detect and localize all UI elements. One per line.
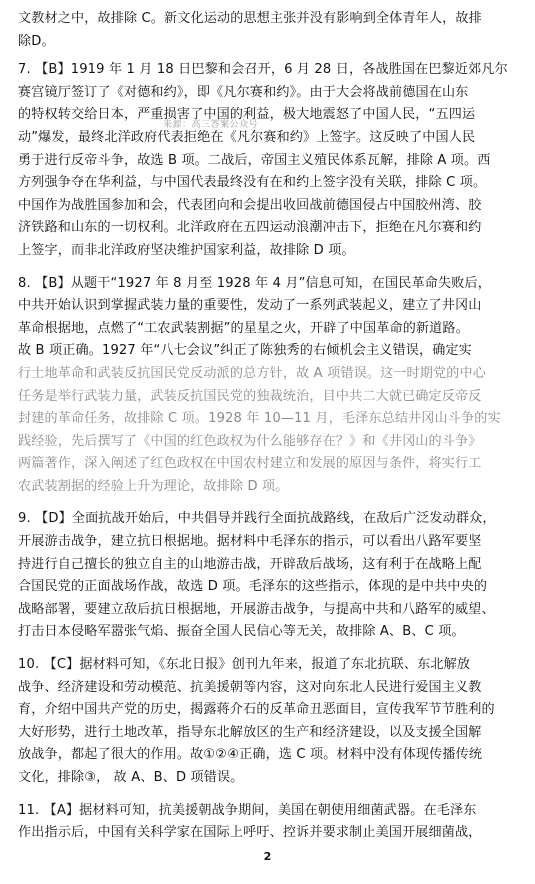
text-line: 方列强争夺在华利益，与中国代表最终没有在和约上签字没有关联，排除 C 项。 <box>18 175 487 191</box>
text-line: 作出指示后，中国有关科学家在国际上呼吁、控诉并要求制止美国开展细菌战， <box>18 825 482 841</box>
text-line: 11. 【A】据材料可知，抗美援朝战争期间，美国在朝使用细菌武器。在毛泽东 <box>18 802 477 818</box>
page-number: 2 <box>263 850 272 863</box>
text-line: 大好形势，进行土地改革，指导东北解放区的生产和经济建设，以及支援全国解 <box>18 724 482 740</box>
text-line: 的特权转交给日本，严重损害了中国的利益，极大地震怒了中国人民，“五四运 <box>18 107 476 123</box>
text-line: 合国民党的正面战场作战，故选 D 项。毛泽东的这些指示，体现的是中共中央的 <box>18 579 488 595</box>
text-line: 上签字，而非北洋政府坚决维护国家利益，故排除 D 项。 <box>18 242 355 258</box>
intro-paragraph <box>18 8 515 53</box>
text-line: 任务是举行武装力量，武装反抗国民党的独裁统治，目中共二大就已确定反帝反 <box>18 388 482 404</box>
text-line: 济铁路和山东的一切权利。北洋政府在五四运动浪潮冲击下，拒绝在凡尔赛和约 <box>18 220 482 236</box>
text-line: 育，介绍中国共产党的历史，揭露蒋介石的反革命丑恶面目，宣传我军节节胜利的 <box>18 702 495 718</box>
text-line: 勇于进行反帝斗争，故选 B 项。二战后，帝国主义殖民体系瓦解，排除 A 项。西 <box>18 152 491 168</box>
text-line: 封建的革命任务，故排除 C 项。1928 年 10—11 月，毛泽东总结井冈山斗争的实 <box>18 411 501 427</box>
answer-8 <box>18 273 515 499</box>
watermark-text: 来源：高三答案公众号 <box>163 120 259 130</box>
text-line: 故 B 项正确。1927 年“八七会议”纠正了陈独秀的右倾机会主义错误，确定实 <box>18 343 472 359</box>
text-line: 放战争，都起了很大的作用。故①②④正确，选 C 项。材料中没有体现传播传统 <box>18 747 483 763</box>
text-line: 行土地革命和武装反抗国民党反动派的总方针，故 A 项错误。这一时期党的中心 <box>18 365 487 381</box>
answer-9 <box>18 508 515 644</box>
text-line: 动”爆发，最终北洋政府代表拒绝在《凡尔赛和约》上签字。这反映了中国人民 <box>18 129 476 145</box>
text-line: 中国作为战胜国参加和会，代表团向和会提出收回战前德国侵占中国胶州湾、胶 <box>18 197 482 213</box>
text-line: 10. 【C】据材料可知，《东北日报》创刊九年来，报道了东北抗联、东北解放 <box>18 657 471 673</box>
text-line: 两篇著作，深入阐述了红色政权在中国农村建立和发展的原因与条件，将实行工 <box>18 456 482 472</box>
text-line: 革命根据地，点燃了“工农武装割据”的星星之火，开辟了中国革命的新道路。 <box>18 320 469 336</box>
text-line: 农武装割据的经验上升为理论，故排除 D 项。 <box>18 478 289 494</box>
answer-7 <box>18 59 515 262</box>
answer-10 <box>18 654 515 790</box>
text-line: 8. 【B】从题干“1927 年 8 月至 1928 年 4 月”信息可知，在国民革命失败后， <box>18 275 491 291</box>
text-line: 践经验，先后撰写了《中国的红色政权为什么能够存在？》和《井冈山的斗争》 <box>18 433 482 449</box>
text-line: 开展游击战争，建立抗日根据地。据材料中毛泽东的指示，可以看出八路军要坚 <box>18 534 482 550</box>
text-line: 文化，排除③， 故 A、B、D 项错误。 <box>18 770 244 785</box>
text-line: 战略部署，要建立敌后抗日根据地，开展游击战争，与提高中共和八路军的威望、 <box>18 601 495 617</box>
text-line: 中共开始认识到掌握武装力量的重要性，发动了一系列武装起义，建立了井冈山 <box>18 298 482 314</box>
text-line: 赛宫镜厅签订了《对德和约》，即《凡尔赛和约》。由于大会将战前德国在山东 <box>18 84 469 100</box>
text-line: 9. 【D】全面抗战开始后，中共倡导并践行全面抗战路线，在敌后广泛发动群众， <box>18 511 496 527</box>
text-line: 除D。 <box>18 33 55 49</box>
text-line: 打击日本侵略军嚣张气焰、振奋全国人民信心等无关，故排除 A、B、C 项。 <box>18 624 465 640</box>
text-line: 文教材之中，故排除 C。新文化运动的思想主张并没有影响到全体青年人，故排 <box>18 11 482 26</box>
text-line: 战争、经济建设和劳动模范、抗美援朝等内容，这对向东北人民进行爱国主义教 <box>18 679 482 695</box>
answer-11 <box>18 800 515 845</box>
text-line: 7. 【B】1919 年 1 月 18 日巴黎和会召开，6 月 28 日，各战胜国在巴黎近郊凡尔 <box>18 62 508 78</box>
text-line: 持进行自己擅长的独立自主的山地游击战，开辟敌后战场，这有利于在战略上配 <box>18 556 482 572</box>
